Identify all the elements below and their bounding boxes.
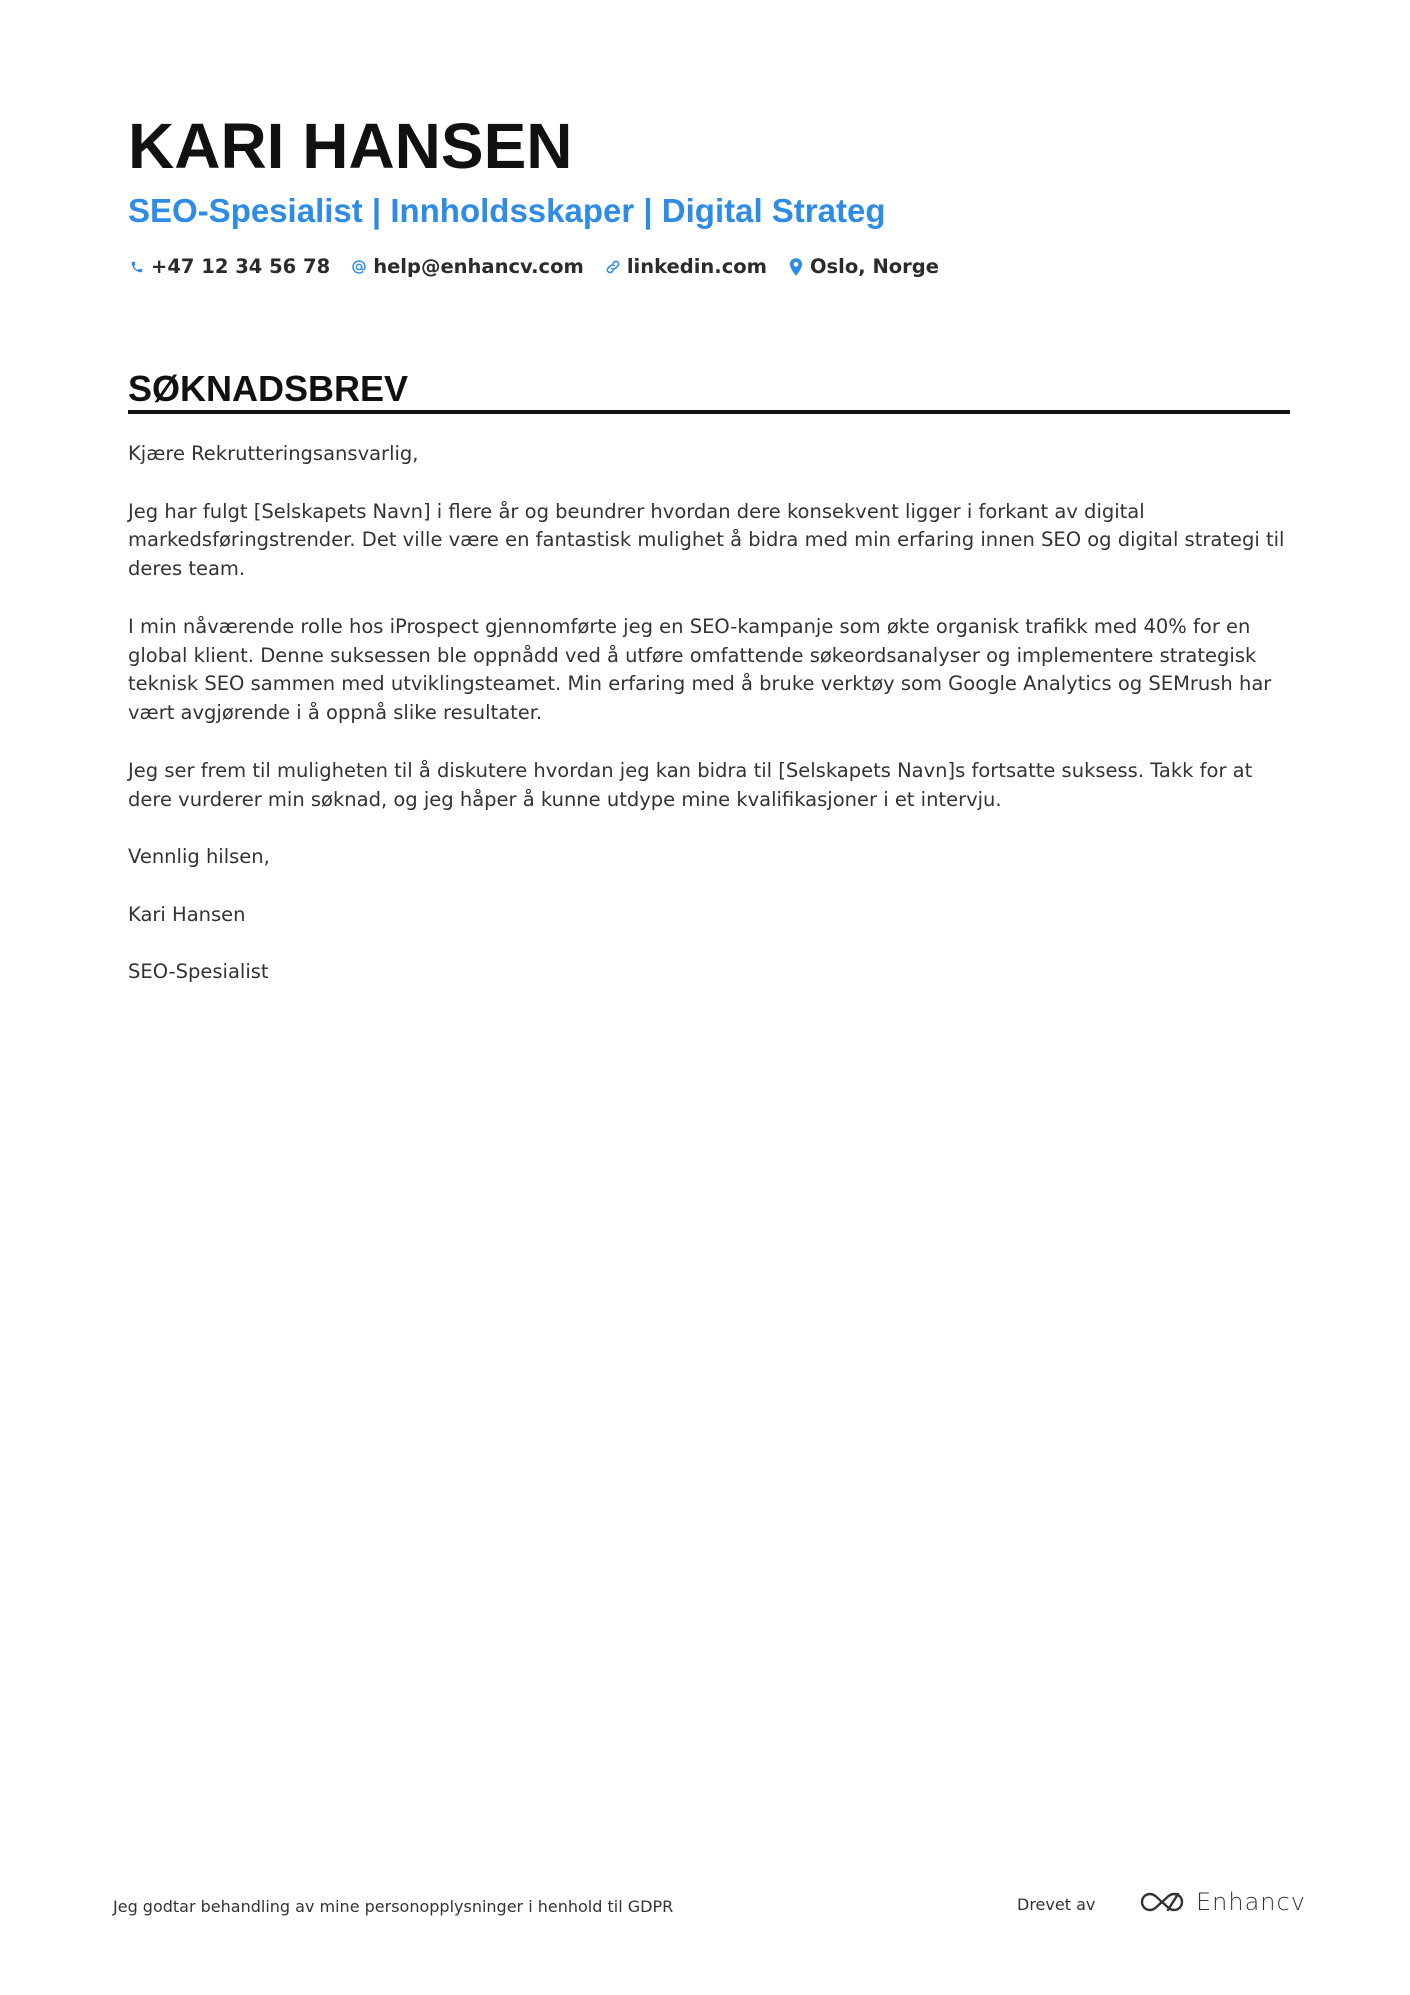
contact-phone-text[interactable]: +47 12 34 56 78	[151, 255, 331, 278]
letter-paragraph: Jeg har fulgt [Selskapets Navn] i flere år og beundrer hvordan dere konsekvent ligger i forkant av digital markedsføringstrender. Det ville være en fantastisk mulighet å bidra med min erfaring innen SEO og digital strategi til deres team.	[128, 499, 1285, 581]
letter-body	[128, 440, 1290, 1016]
gdpr-consent-text: Jeg godtar behandling av mine personopplysninger i henhold til GDPR	[113, 1897, 674, 1916]
contact-phone	[128, 255, 330, 278]
letter-paragraph: I min nåværende rolle hos iProspect gjennomførte jeg en SEO-kampanje som økte organisk trafikk med 40% for en global klient. Denne suksessen ble oppnådd ved å utføre omfattende søkeordsanalyser og implementere strategisk teknisk SEO sammen med utviklingsteamet. Min erfaring med å bruke verktøy som Google Analytics og SEMrush har vært avgjørende i å oppnå slike resultater.	[128, 614, 1272, 725]
contact-location-text: Oslo, Norge	[809, 255, 939, 278]
enhancv-brand[interactable]	[1138, 1888, 1306, 1916]
location-pin-icon	[787, 257, 805, 277]
brand-name: Enhancv	[1196, 1888, 1306, 1916]
letter-greeting: Kjære Rekrutteringsansvarlig,	[128, 442, 419, 465]
link-icon	[604, 257, 622, 277]
letter-closing: Vennlig hilsen,	[128, 845, 270, 869]
applicant-name: KARI HANSEN	[128, 110, 573, 182]
contact-linkedin	[604, 255, 767, 278]
enhancv-logo-icon	[1138, 1888, 1186, 1916]
section-title: SØKNADSBREV	[128, 368, 409, 409]
contact-location	[787, 255, 939, 278]
contact-email-text[interactable]: help@enhancv.com	[373, 255, 584, 278]
contact-bar	[128, 255, 959, 278]
phone-icon	[128, 257, 146, 277]
contact-linkedin-text[interactable]: linkedin.com	[626, 255, 767, 278]
section-divider	[128, 410, 1290, 414]
contact-email	[350, 255, 584, 278]
letter-paragraph: Jeg ser frem til muligheten til å diskutere hvordan jeg kan bidra til [Selskapets Navn]s fortsatte suksess. Takk for at dere vurderer min søknad, og jeg håper å kunne utdype mine kvalifikasjoner i et intervju.	[128, 758, 1253, 811]
powered-by-label: Drevet av	[1017, 1895, 1096, 1914]
at-icon	[350, 257, 368, 277]
signature-title: SEO-Spesialist	[128, 960, 269, 984]
signature-name: Kari Hansen	[128, 902, 246, 926]
applicant-title: SEO-Spesialist | Innholdsskaper | Digital Strateg	[128, 192, 886, 229]
